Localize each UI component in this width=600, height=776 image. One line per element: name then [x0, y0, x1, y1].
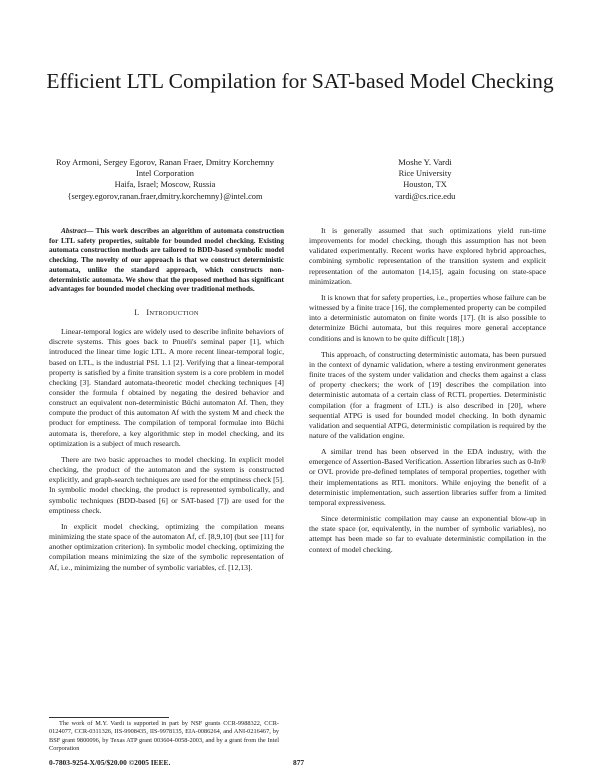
author-affiliation: Intel Corporation — [136, 169, 194, 179]
abstract — [49, 226, 284, 294]
section-title-rest: NTRODUCTION — [149, 309, 199, 317]
author-names: Moshe Y. Vardi — [398, 157, 452, 167]
paragraph: A similar trend has been observed in the EDA industry, with the emergence of Assertion-Based Verification. Assertion libraries such as 0-In® or OVL provide pre-defined templates of temporal properties, together with their implementations as RTL monitors. While enjoying the benefit of a deterministic implementation, such assertion libraries suffer from a limited temporal expressiveness. — [309, 447, 546, 507]
isbn-copyright: 0-7803-9254-X/05/$20.00 ©2005 IEEE. — [49, 758, 171, 767]
page-number: 877 — [293, 758, 305, 767]
author-location: Haifa, Israel; Moscow, Russia — [114, 180, 216, 190]
paragraph: This approach, of constructing deterministic automata, has been pursued in the context of dynamic validation, where a testing environment generates finite traces of the system under validation and checks them against a class of property checkers; the work of [19] describes the compilation into deterministic automata of a certain class of RCTL properties. Deterministic compilation (for a fragment of LTL) is also described in [20], where sequential ATPG is used for bounded model checking. In both dynamic validation and sequential ATPG, deterministic compilation is required by the nature of the validation engine. — [309, 349, 546, 440]
footnote: The work of M.Y. Vardi is supported in part by NSF grants CCR-9988322, CCR-0124077, CCR-0311326, IIS-9908435, IIS-9978135, EIA-0086264, and ANI-0216467, by BSF grant 9800096, by Texas ATP grant 003604-0058-2003, and by a grant from the Intel Corporation — [49, 720, 279, 753]
author-names: Roy Armoni, Sergey Egorov, Ranan Fraer, Dmitry Korchemny — [55, 157, 274, 167]
paragraph: There are two basic approaches to model checking. In explicit model checking, the product of the automaton and the system is constructed explicitly, and graph-search techniques are used for the emptiness check [5]. In symbolic model checking, the product is represented symbolically, and symbolic techniques (BDD-based [6] or SAT-based [7]) are used for the emptiness check. — [49, 454, 284, 515]
author-email: {sergey.egorov,ranan.fraer,dmitry.korchemny}@intel.com — [67, 191, 263, 201]
footnote-rule — [49, 717, 169, 718]
section-title-initial: I — [146, 307, 150, 317]
abstract-text: This work describes an algorithm of automata construction for LTL safety properties, suitable for bounded model checking. Existing automata construction methods are tailored to BDD-based symbolic model checking. The novelty of our approach is that we construct deterministic automata, unlike the standard approach, which constructs non-deterministic automata. We show that the proposed method has significant advantages for bounded model checking over traditional methods. — [49, 226, 284, 294]
paragraph: It is known that for safety properties, i.e., properties whose failure can be witnessed by a finite trace [16], the complemented property can be compiled into a deterministic automaton on finite words [17]. (It is also possible to determinize Büchi automata, but this requires more general acceptance conditions and is known to be quite difficult [18].) — [309, 292, 546, 343]
author-affiliation: Rice University — [398, 169, 452, 179]
section-heading-introduction — [49, 308, 284, 319]
paragraph: It is generally assumed that such optimizations yield run-time improvements for model checking, though this assumption has not been validated experimentally. Recent works have explored hybrid approaches, combining symbolic representation of the transition system and explicit representation of the automaton [14,15], again focusing on state-space minimization. — [309, 226, 546, 286]
section-number: I. — [134, 307, 140, 317]
author-location: Houston, TX — [403, 180, 447, 190]
paragraph: In explicit model checking, optimizing the compilation means minimizing the state space of the automaton Af, cf. [8,9,10] (but see [11] for another optimization criterion). In symbolic model checking, optimizing the compilation means minimizing the size of the symbolic representation of Af, i.e., minimizing the number of symbolic variables, cf. [12,13]. — [49, 521, 284, 572]
author-block-intel — [40, 157, 290, 202]
author-block-rice — [360, 157, 490, 202]
author-email: vardi@cs.rice.edu — [394, 191, 456, 201]
paper-title: Efficient LTL Compilation for SAT-based Model Checking — [46, 69, 554, 93]
paragraph: Linear-temporal logics are widely used to describe infinite behaviors of discrete systems. This goes back to Pnueli's seminal paper [1], which introduced the linear time logic LTL. A more recent linear-temporal logic, based on LTL, is the industrial PSL 1.1 [2]. Verifying that a linear-temporal property is satisfied by a finite transition system is a core problem in model checking [3]. Standard automata-theoretic model checking techniques [4] consider the formula f obtained by negating the desired behavior and construct an equivalent non-deterministic Büchi automaton Af. Then, they compute the product of this automaton Af with the system M and check the product for emptiness. The compilation of temporal formulae into Büchi automata is, therefore, a key algorithmic step in model checking, and its optimization is a subject of much research. — [49, 327, 284, 448]
left-column — [49, 226, 284, 579]
abstract-label: Abstract— — [61, 226, 94, 235]
paragraph: Since deterministic compilation may cause an exponential blow-up in the state space (or, equivalently, in the number of symbolic variables), no attempt has been made so far to evaluate deterministic compilation in the context of model checking. — [309, 514, 546, 554]
right-column — [309, 226, 546, 561]
